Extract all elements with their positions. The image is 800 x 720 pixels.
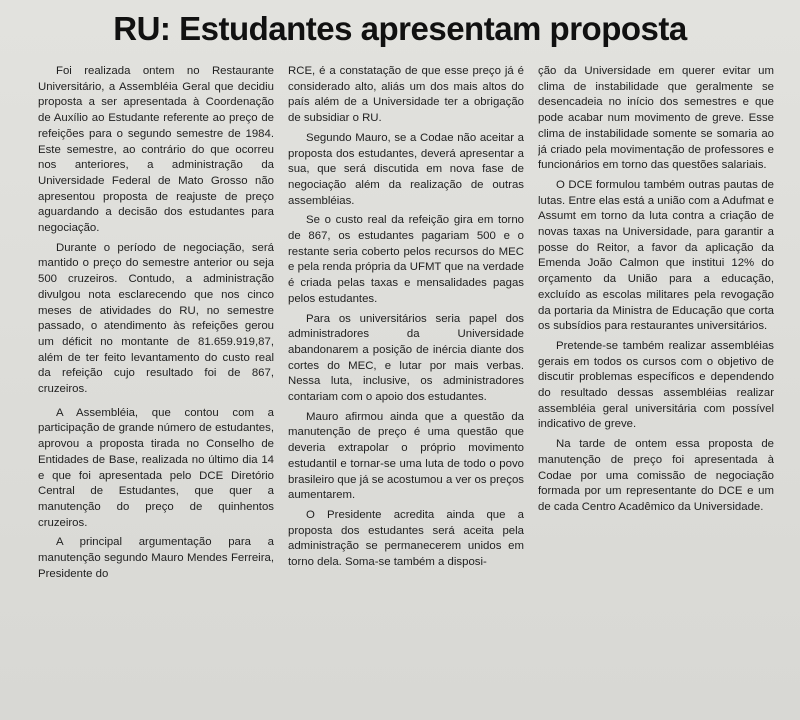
paragraph: Durante o período de negociação, será mantido o preço do semestre anterior ou seja 500 cruzeiros. Contudo, a administração divulgou nota esclarecendo que nos cinco meses de atividades do RU, no semestre passado, o atendimento às refeições gerou um déficit no montante de 81.659.919,87, além de ter feito levantamento do custo real da refeição cujo resultado foi de 867, cruzeiros. [38, 241, 274, 396]
paragraph: A Assembléia, que contou com a participação de grande número de estudantes, aprovou a proposta tirada no Conselho de Entidades de Base, realizada no último dia 14 e que foi apresentada pelo DCE Diretório Central de Estudantes, que quer a manutenção do preço de quinhentos cruzeiros. [38, 406, 274, 529]
paragraph: Segundo Mauro, se a Codae não aceitar a proposta dos estudantes, deverá apresentar a sua, que será discutida em nova fase de negociação além da realização de outras assembléias. [288, 131, 524, 207]
paragraph: ção da Universidade em querer evitar um clima de instabilidade que geralmente se desencadeia no início dos semestres e que pode acabar num movimento de greve. Esse clima de instabilidade somente se somaria ao já criado pela movimentação de professores e funcionários em torno das questões salariais. [538, 65, 774, 172]
paragraph: Na tarde de ontem essa proposta de manutenção de preço foi apresentada à Codae por uma comissão de negociação formada por um representante do DCE e um de cada Centro Acadêmico da Universidade. [538, 438, 774, 513]
paragraph: Foi realizada ontem no Restaurante Universitário, a Assembléia Geral que decidiu proposta a ser apresentada à Coordenação de Auxílio ao Estudante referente ao preço de refeições para o segundo semestre de 1984. Este semestre, ao contrário do que ocorreu nos anteriores, a administração da Universidade Federal de Mato Grosso não apresentou proposta de reajuste de preço aguardando a decisão dos estudantes para negociação. [38, 65, 274, 235]
paragraph: Se o custo real da refeição gira em torno de 867, os estudantes pagariam 500 e o restante seria coberto pelos recursos do MEC e pela renda própria da UFMT que na verdade é criada pelas taxas e mensalidades pagas pelos estudantes. [288, 214, 524, 305]
paragraph: O Presidente acredita ainda que a proposta dos estudantes será aceita pela administração se permanecerem unidos em torno dela. Soma-se também a disposi- [288, 508, 524, 569]
paragraph: A principal argumentação para a manutenção segundo Mauro Mendes Ferreira, Presidente do [38, 536, 274, 580]
paragraph: Para os universitários seria papel dos administradores da Universidade abandonarem a posição de inércia diante dos cortes do MEC, e lutar por mais verbas. Nessa luta, inclusive, os administradores contariam com o apoio dos estudantes. [288, 312, 524, 404]
column-1 [38, 64, 274, 714]
article-columns [38, 64, 774, 714]
paragraph: Mauro afirmou ainda que a questão da manutenção de preço é uma questão que deveria extrapolar o próprio movimento estudantil e tornar-se uma luta de todo o povo brasileiro que já se acostumou a ver os preços aumentarem. [288, 410, 524, 502]
paragraph: RCE, é a constatação de que esse preço já é considerado alto, aliás um dos mais altos do país além de a Universidade ter a obrigação de subsidiar o RU. [288, 65, 524, 125]
column-2 [288, 64, 524, 714]
column-3 [538, 64, 774, 714]
headline: RU: Estudantes apresentam proposta [113, 10, 687, 47]
paragraph: Pretende-se também realizar assembléias gerais em todos os cursos com o objetivo de discutir problemas específicos e dependendo do resultado dessas assembléias realizar assembléia geral universitária com possível indicativo de greve. [538, 339, 774, 431]
paragraph: O DCE formulou também outras pautas de lutas. Entre elas está a união com a Adufmat e Assumt em torno da luta contra a criação de novas taxas na Universidade, para garantir a posse do Reitor, a favor da aplicação da Emenda João Calmon que institui 12% do orçamento da União para a educação, excluído as escolas militares pela revogação da portaria da Ministra de Educação que corta os subsídios para restaurantes universitários. [538, 178, 774, 333]
